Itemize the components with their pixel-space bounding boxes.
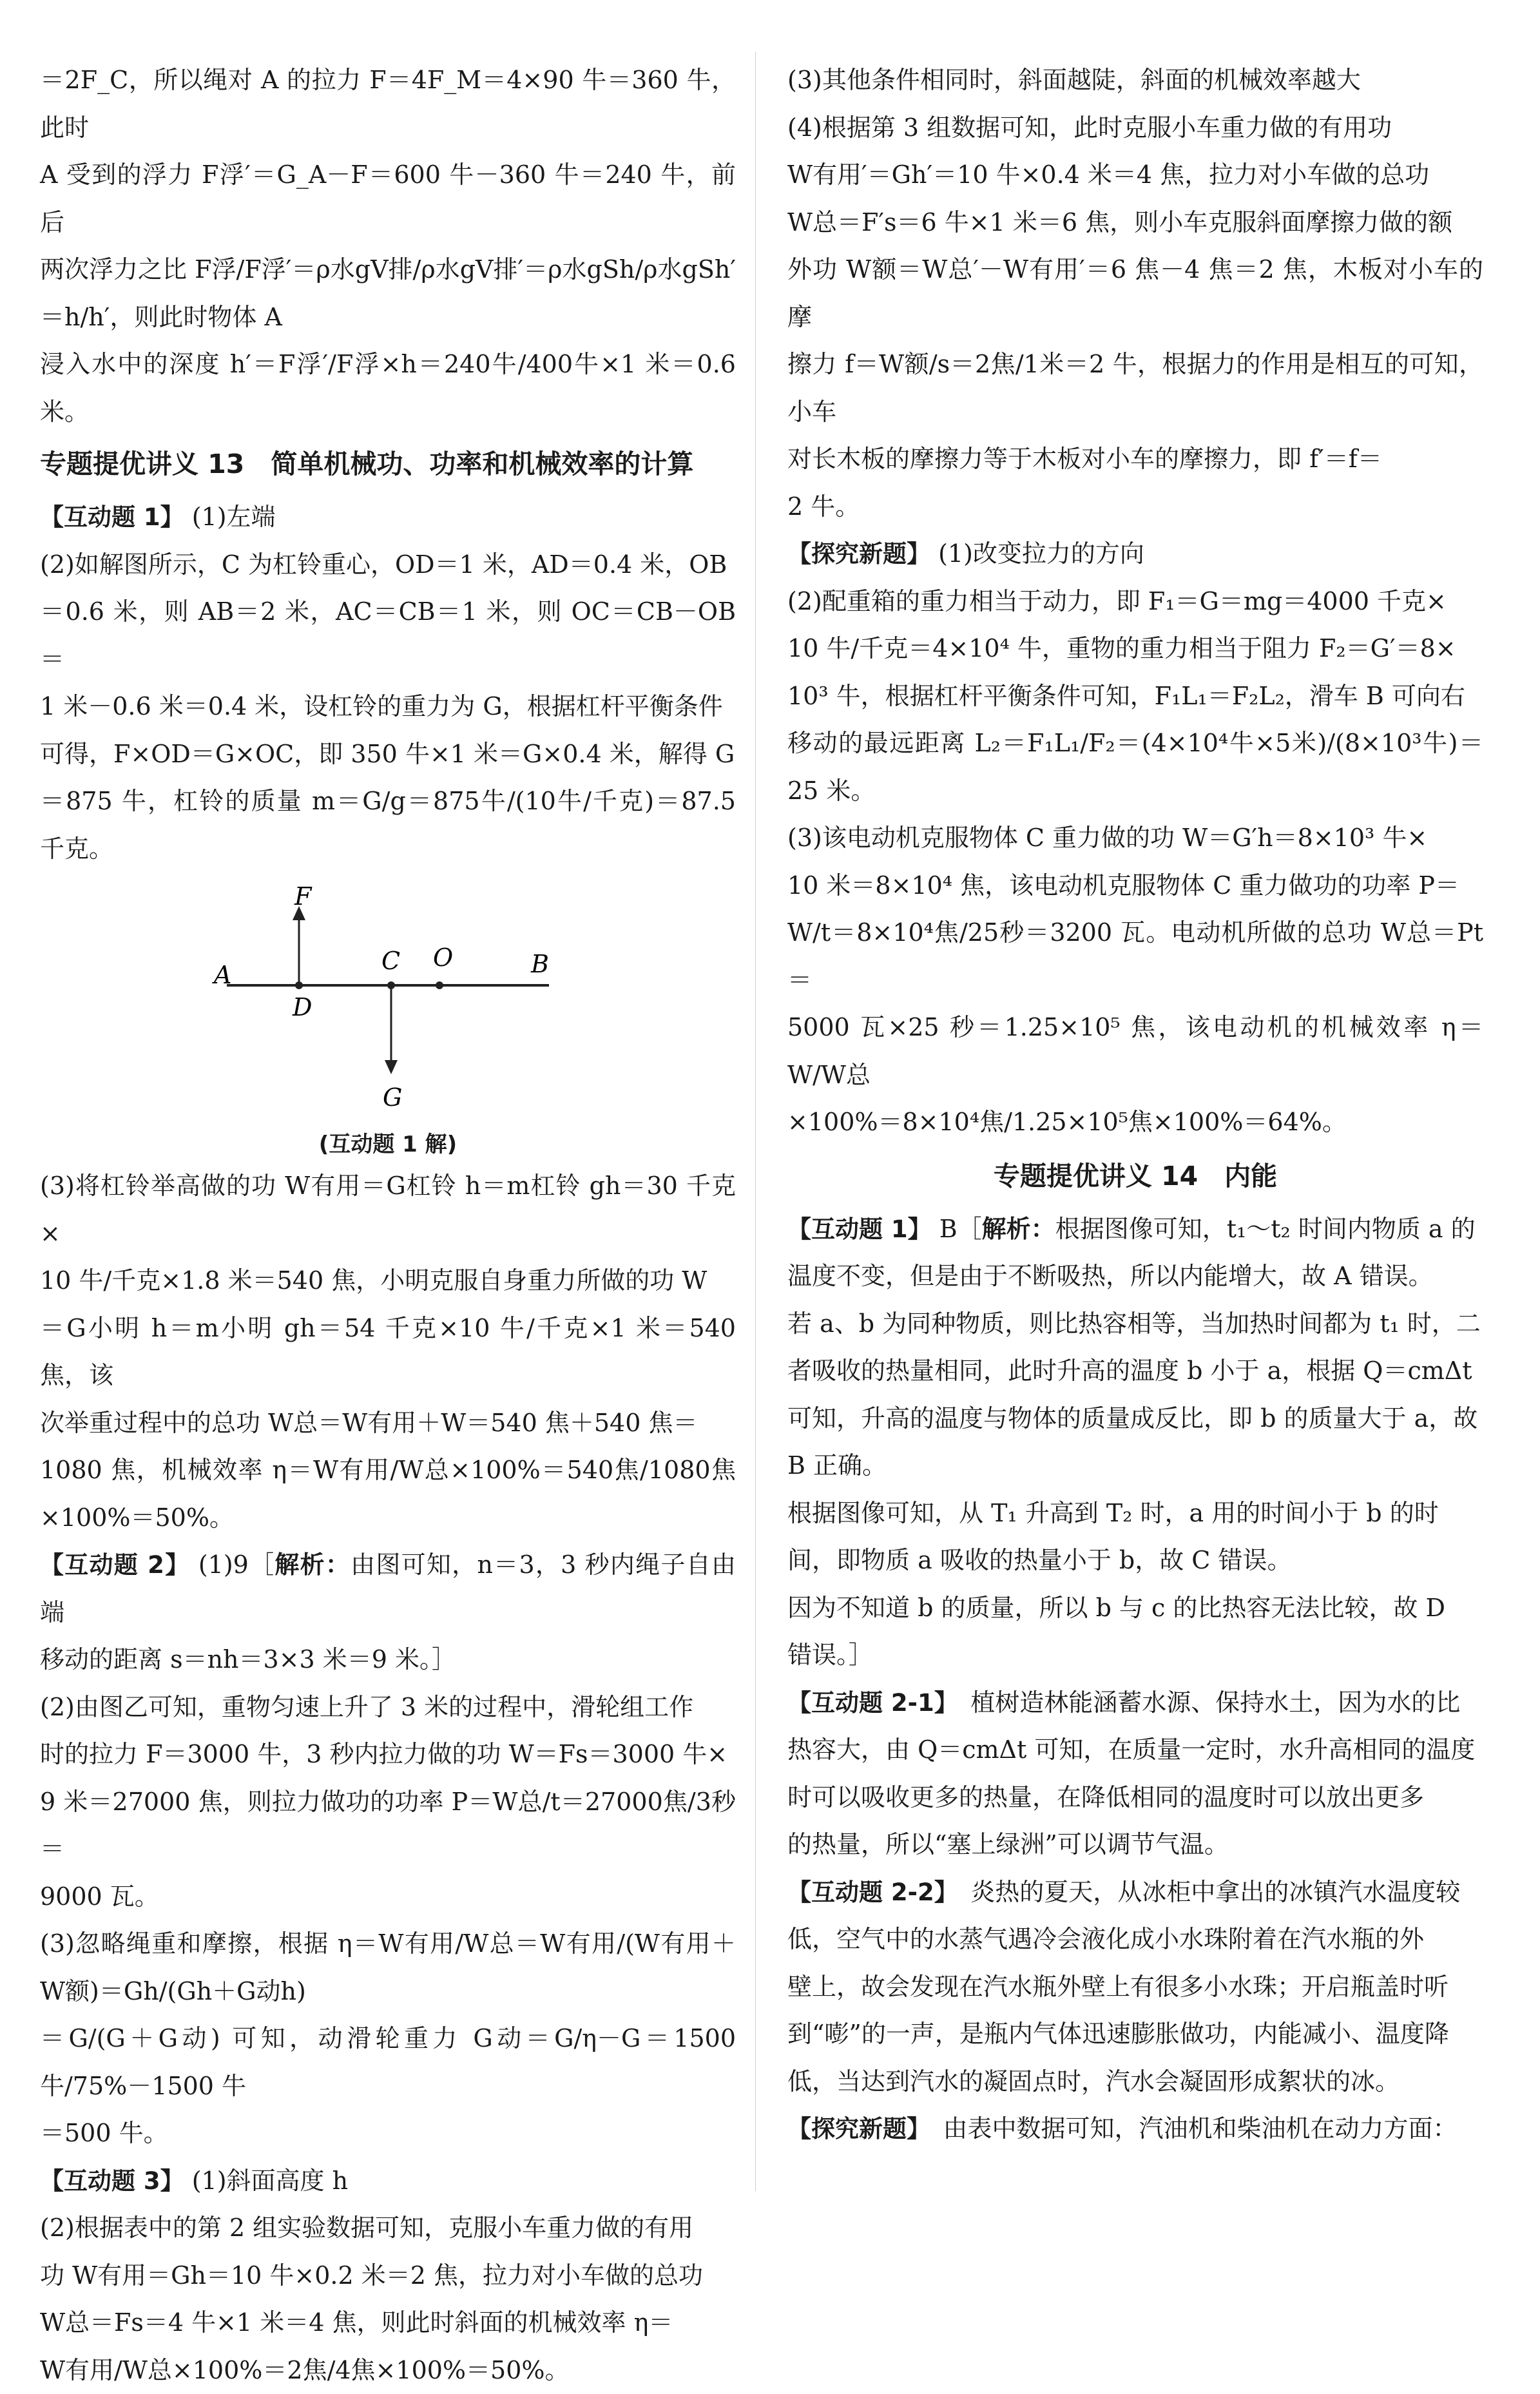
- right-column: [787, 57, 1483, 2153]
- figure-caption: (互动题 1 解): [40, 1125, 736, 1164]
- q1-tag: 【互动题 1】: [40, 503, 184, 531]
- analysis-label: 解析：: [274, 1550, 351, 1579]
- text-line: ＝0.6 米，则 AB＝2 米，AC＝CB＝1 米，则 OC＝CB－OB＝: [40, 588, 736, 683]
- lever-svg: [40, 873, 736, 1124]
- r-explore-tag: 【探究新题】: [787, 2115, 919, 2143]
- point-c-dot: [387, 981, 395, 989]
- label-o: O: [433, 943, 453, 972]
- text-line: 时可以吸收更多的热量，在降低相同的温度时可以放出更多: [787, 1774, 1483, 1822]
- q3-part1: [40, 2157, 736, 2205]
- text-line: (2)由图乙可知，重物匀速上升了 3 米的过程中，滑轮组工作: [40, 1684, 736, 1732]
- text-line: 次举重过程中的总功 W总＝W有用＋W＝540 焦＋540 焦＝: [40, 1400, 736, 1447]
- text-line: 9 米＝27000 焦，则拉力做功的功率 P＝W总/t＝27000焦/3秒＝: [40, 1779, 736, 1873]
- r-q21-text: 植树造林能涵蓄水源、保持水土，因为水的比: [946, 1688, 1460, 1717]
- q3-part1-text: (1)斜面高度 h: [192, 2167, 348, 2195]
- text-line: W有用/W总×100%＝2焦/4焦×100%＝50%。: [40, 2347, 736, 2394]
- text-line: (3)其他条件相同时，斜面越陡，斜面的机械效率越大: [787, 57, 1483, 104]
- r-q21-first: [787, 1679, 1483, 1727]
- section-14-title: 专题提优讲义 14 内能: [787, 1150, 1483, 1202]
- text-line: 壁上，故会发现在汽水瓶外壁上有很多小水珠；开启瓶盖时听: [787, 1964, 1483, 2011]
- label-b: B: [530, 950, 549, 978]
- text-line: 功 W有用＝Gh＝10 牛×0.2 米＝2 焦，拉力对小车做的总功: [40, 2252, 736, 2300]
- text-line: 根据图像可知，从 T₁ 升高到 T₂ 时，a 用的时间小于 b 的时: [787, 1490, 1483, 1538]
- text-line: ＝G小明 h＝m小明 gh＝54 千克×10 牛/千克×1 米＝540 焦，该: [40, 1305, 736, 1400]
- text-line: 到“嘭”的一声，是瓶内气体迅速膨胀做功，内能减小、温度降: [787, 2011, 1483, 2058]
- section-13-title: 专题提优讲义 13 简单机械功、功率和机械效率的计算: [40, 438, 736, 490]
- text-line: B 正确。: [787, 1442, 1483, 1490]
- explore-part1-text: (1)改变拉力的方向: [938, 539, 1144, 568]
- r-explore-text: 由表中数据可知，汽油机和柴油机在动力方面：: [919, 2114, 1458, 2143]
- text-line: 可知，升高的温度与物体的质量成反比，即 b 的质量大于 a，故: [787, 1395, 1483, 1443]
- text-line: 低，当达到汽水的凝固点时，汽水会凝固形成絮状的冰。: [787, 2058, 1483, 2106]
- r-q1-first: [787, 1206, 1483, 1253]
- text-line: 9000 瓦。: [40, 1873, 736, 1921]
- left-column: [40, 57, 736, 2394]
- point-d-dot: [295, 981, 303, 989]
- text-line: 对长木板的摩擦力等于木板对小车的摩擦力，即 f′＝f＝: [787, 436, 1483, 483]
- text-line: 浸入水中的深度 h′＝F浮′/F浮×h＝240牛/400牛×1 米＝0.6 米。: [40, 341, 736, 436]
- text-line: (3)将杠铃举高做的功 W有用＝G杠铃 h＝m杠铃 gh＝30 千克×: [40, 1163, 736, 1257]
- text-line: 温度不变，但是由于不断吸热，所以内能增大，故 A 错误。: [787, 1253, 1483, 1300]
- q1-part1: [40, 494, 736, 541]
- label-d: D: [292, 993, 312, 1021]
- text-line: 者吸收的热量相同，此时升高的温度 b 小于 a，根据 Q＝cmΔt: [787, 1347, 1483, 1395]
- text-line: (3)忽略绳重和摩擦，根据 η＝W有用/W总＝W有用/(W有用＋W额)＝Gh/(Gh＋G动h): [40, 1920, 736, 2015]
- text-line: 2 牛。: [787, 483, 1483, 531]
- column-divider: [755, 52, 756, 2191]
- text-line: 间，即物质 a 吸收的热量小于 b，故 C 错误。: [787, 1537, 1483, 1585]
- label-c: C: [381, 947, 400, 975]
- r-q22-tag: 【互动题 2-2】: [787, 1878, 946, 1906]
- r-q1-a: B［: [939, 1215, 982, 1243]
- text-line: 擦力 f＝W额/s＝2焦/1米＝2 牛，根据力的作用是相互的可知，小车: [787, 341, 1483, 436]
- q1-part1-text: (1)左端: [192, 503, 276, 531]
- text-line: 1 米－0.6 米＝0.4 米，设杠铃的重力为 G，根据杠杆平衡条件: [40, 683, 736, 731]
- label-g: G: [383, 1083, 402, 1112]
- text-line: W总＝Fs＝4 牛×1 米＝4 焦，则此时斜面的机械效率 η＝: [40, 2299, 736, 2347]
- text-line: 10 牛/千克×1.8 米＝540 焦，小明克服自身重力所做的功 W: [40, 1257, 736, 1305]
- text-line: W总＝F′s＝6 牛×1 米＝6 焦，则小车克服斜面摩擦力做的额: [787, 199, 1483, 247]
- text-line: 移动的距离 s＝nh＝3×3 米＝9 米。］: [40, 1636, 736, 1684]
- text-line: A 受到的浮力 F浮′＝G_A－F＝600 牛－360 牛＝240 牛，前后: [40, 151, 736, 246]
- text-line: 因为不知道 b 的质量，所以 b 与 c 的比热容无法比较，故 D: [787, 1585, 1483, 1632]
- text-line: (2)如解图所示，C 为杠铃重心，OD＝1 米，AD＝0.4 米，OB: [40, 541, 736, 589]
- r-q1-b: 根据图像可知，t₁～t₂ 时间内物质 a 的: [1055, 1215, 1476, 1243]
- text-line: 低，空气中的水蒸气遇冷会液化成小水珠附着在汽水瓶的外: [787, 1916, 1483, 1964]
- text-line: (4)根据第 3 组数据可知，此时克服小车重力做的有用功: [787, 104, 1483, 152]
- text-line: 10³ 牛，根据杠杆平衡条件可知，F₁L₁＝F₂L₂，滑车 B 可向右: [787, 673, 1483, 720]
- text-line: 错误。］: [787, 1632, 1483, 1679]
- text-line: 若 a、b 为同种物质，则比热容相等，当加热时间都为 t₁ 时，二: [787, 1300, 1483, 1348]
- text-line: (2)根据表中的第 2 组实验数据可知，克服小车重力做的有用: [40, 2205, 736, 2252]
- text-line: 10 牛/千克＝4×10⁴ 牛，重物的重力相当于阻力 F₂＝G′＝8×: [787, 625, 1483, 673]
- point-o-dot: [436, 981, 443, 989]
- r-q22-text: 炎热的夏天，从冰柜中拿出的冰镇汽水温度较: [946, 1878, 1460, 1906]
- q2-tag: 【互动题 2】: [40, 1551, 189, 1579]
- label-a: A: [212, 961, 231, 989]
- r-q1-tag: 【互动题 1】: [787, 1215, 932, 1243]
- text-line: 10 米＝8×10⁴ 焦，该电动机克服物体 C 重力做功的功率 P＝: [787, 862, 1483, 910]
- text-line: W/t＝8×10⁴焦/25秒＝3200 瓦。电动机所做的总功 W总＝Pt＝: [787, 909, 1483, 1004]
- text-line: 两次浮力之比 F浮/F浮′＝ρ水gV排/ρ水gV排′＝ρ水gSh/ρ水gSh′＝h/h′，则此时物体 A: [40, 246, 736, 341]
- text-line: ＝G/(G＋G动) 可知，动滑轮重力 G动＝G/η－G＝1500牛/75%－1500 牛: [40, 2015, 736, 2110]
- label-f: F: [294, 882, 313, 911]
- text-line: ＝500 牛。: [40, 2110, 736, 2157]
- text-line: 5000 瓦×25 秒＝1.25×10⁵ 焦，该电动机的机械效率 η＝W/W总: [787, 1004, 1483, 1099]
- text-line: 时的拉力 F＝3000 牛，3 秒内拉力做的功 W＝Fs＝3000 牛×: [40, 1731, 736, 1779]
- text-line: 可得，F×OD＝G×OC，即 350 牛×1 米＝G×0.4 米，解得 G: [40, 731, 736, 778]
- text-line: 1080 焦，机械效率 η＝W有用/W总×100%＝540焦/1080焦×100%＝50%。: [40, 1447, 736, 1541]
- q3-tag: 【互动题 3】: [40, 2167, 184, 2195]
- text-line: ×100%＝8×10⁴焦/1.25×10⁵焦×100%＝64%。: [787, 1099, 1483, 1146]
- text-line: ＝875 牛，杠铃的质量 m＝G/g＝875牛/(10牛/千克)＝87.5 千克。: [40, 778, 736, 873]
- text-line: 的热量，所以“塞上绿洲”可以调节气温。: [787, 1821, 1483, 1869]
- gravity-g-arrowhead: [385, 1060, 398, 1074]
- q2-part1-b: 由图可知，n＝3，3 秒内绳子自由端: [40, 1550, 736, 1627]
- explore-tag: 【探究新题】: [787, 540, 930, 568]
- text-line: 外功 W额＝W总′－W有用′＝6 焦－4 焦＝2 焦，木板对小车的摩: [787, 246, 1483, 341]
- r-explore: [787, 2105, 1483, 2153]
- text-line: (3)该电动机克服物体 C 重力做的功 W＝G′h＝8×10³ 牛×: [787, 815, 1483, 862]
- analysis-label: 解析：: [982, 1215, 1055, 1243]
- text-line: (2)配重箱的重力相当于动力，即 F₁＝G＝mg＝4000 千克×: [787, 578, 1483, 626]
- explore-part1: [787, 530, 1483, 578]
- text-line: 移动的最远距离 L₂＝F₁L₁/F₂＝(4×10⁴牛×5米)/(8×10³牛)＝25 米。: [787, 720, 1483, 815]
- r-q21-tag: 【互动题 2-1】: [787, 1689, 946, 1717]
- r-q22-first: [787, 1869, 1483, 1916]
- text-line: W有用′＝Gh′＝10 牛×0.4 米＝4 焦，拉力对小车做的总功: [787, 151, 1483, 199]
- q2-part1-a: (1)9［: [198, 1550, 275, 1579]
- text-line: ＝2F_C，所以绳对 A 的拉力 F＝4F_M＝4×90 牛＝360 牛，此时: [40, 57, 736, 151]
- q2-part1: [40, 1541, 736, 1636]
- lever-diagram: [40, 873, 736, 1163]
- text-line: 热容大，由 Q＝cmΔt 可知，在质量一定时，水升高相同的温度: [787, 1726, 1483, 1774]
